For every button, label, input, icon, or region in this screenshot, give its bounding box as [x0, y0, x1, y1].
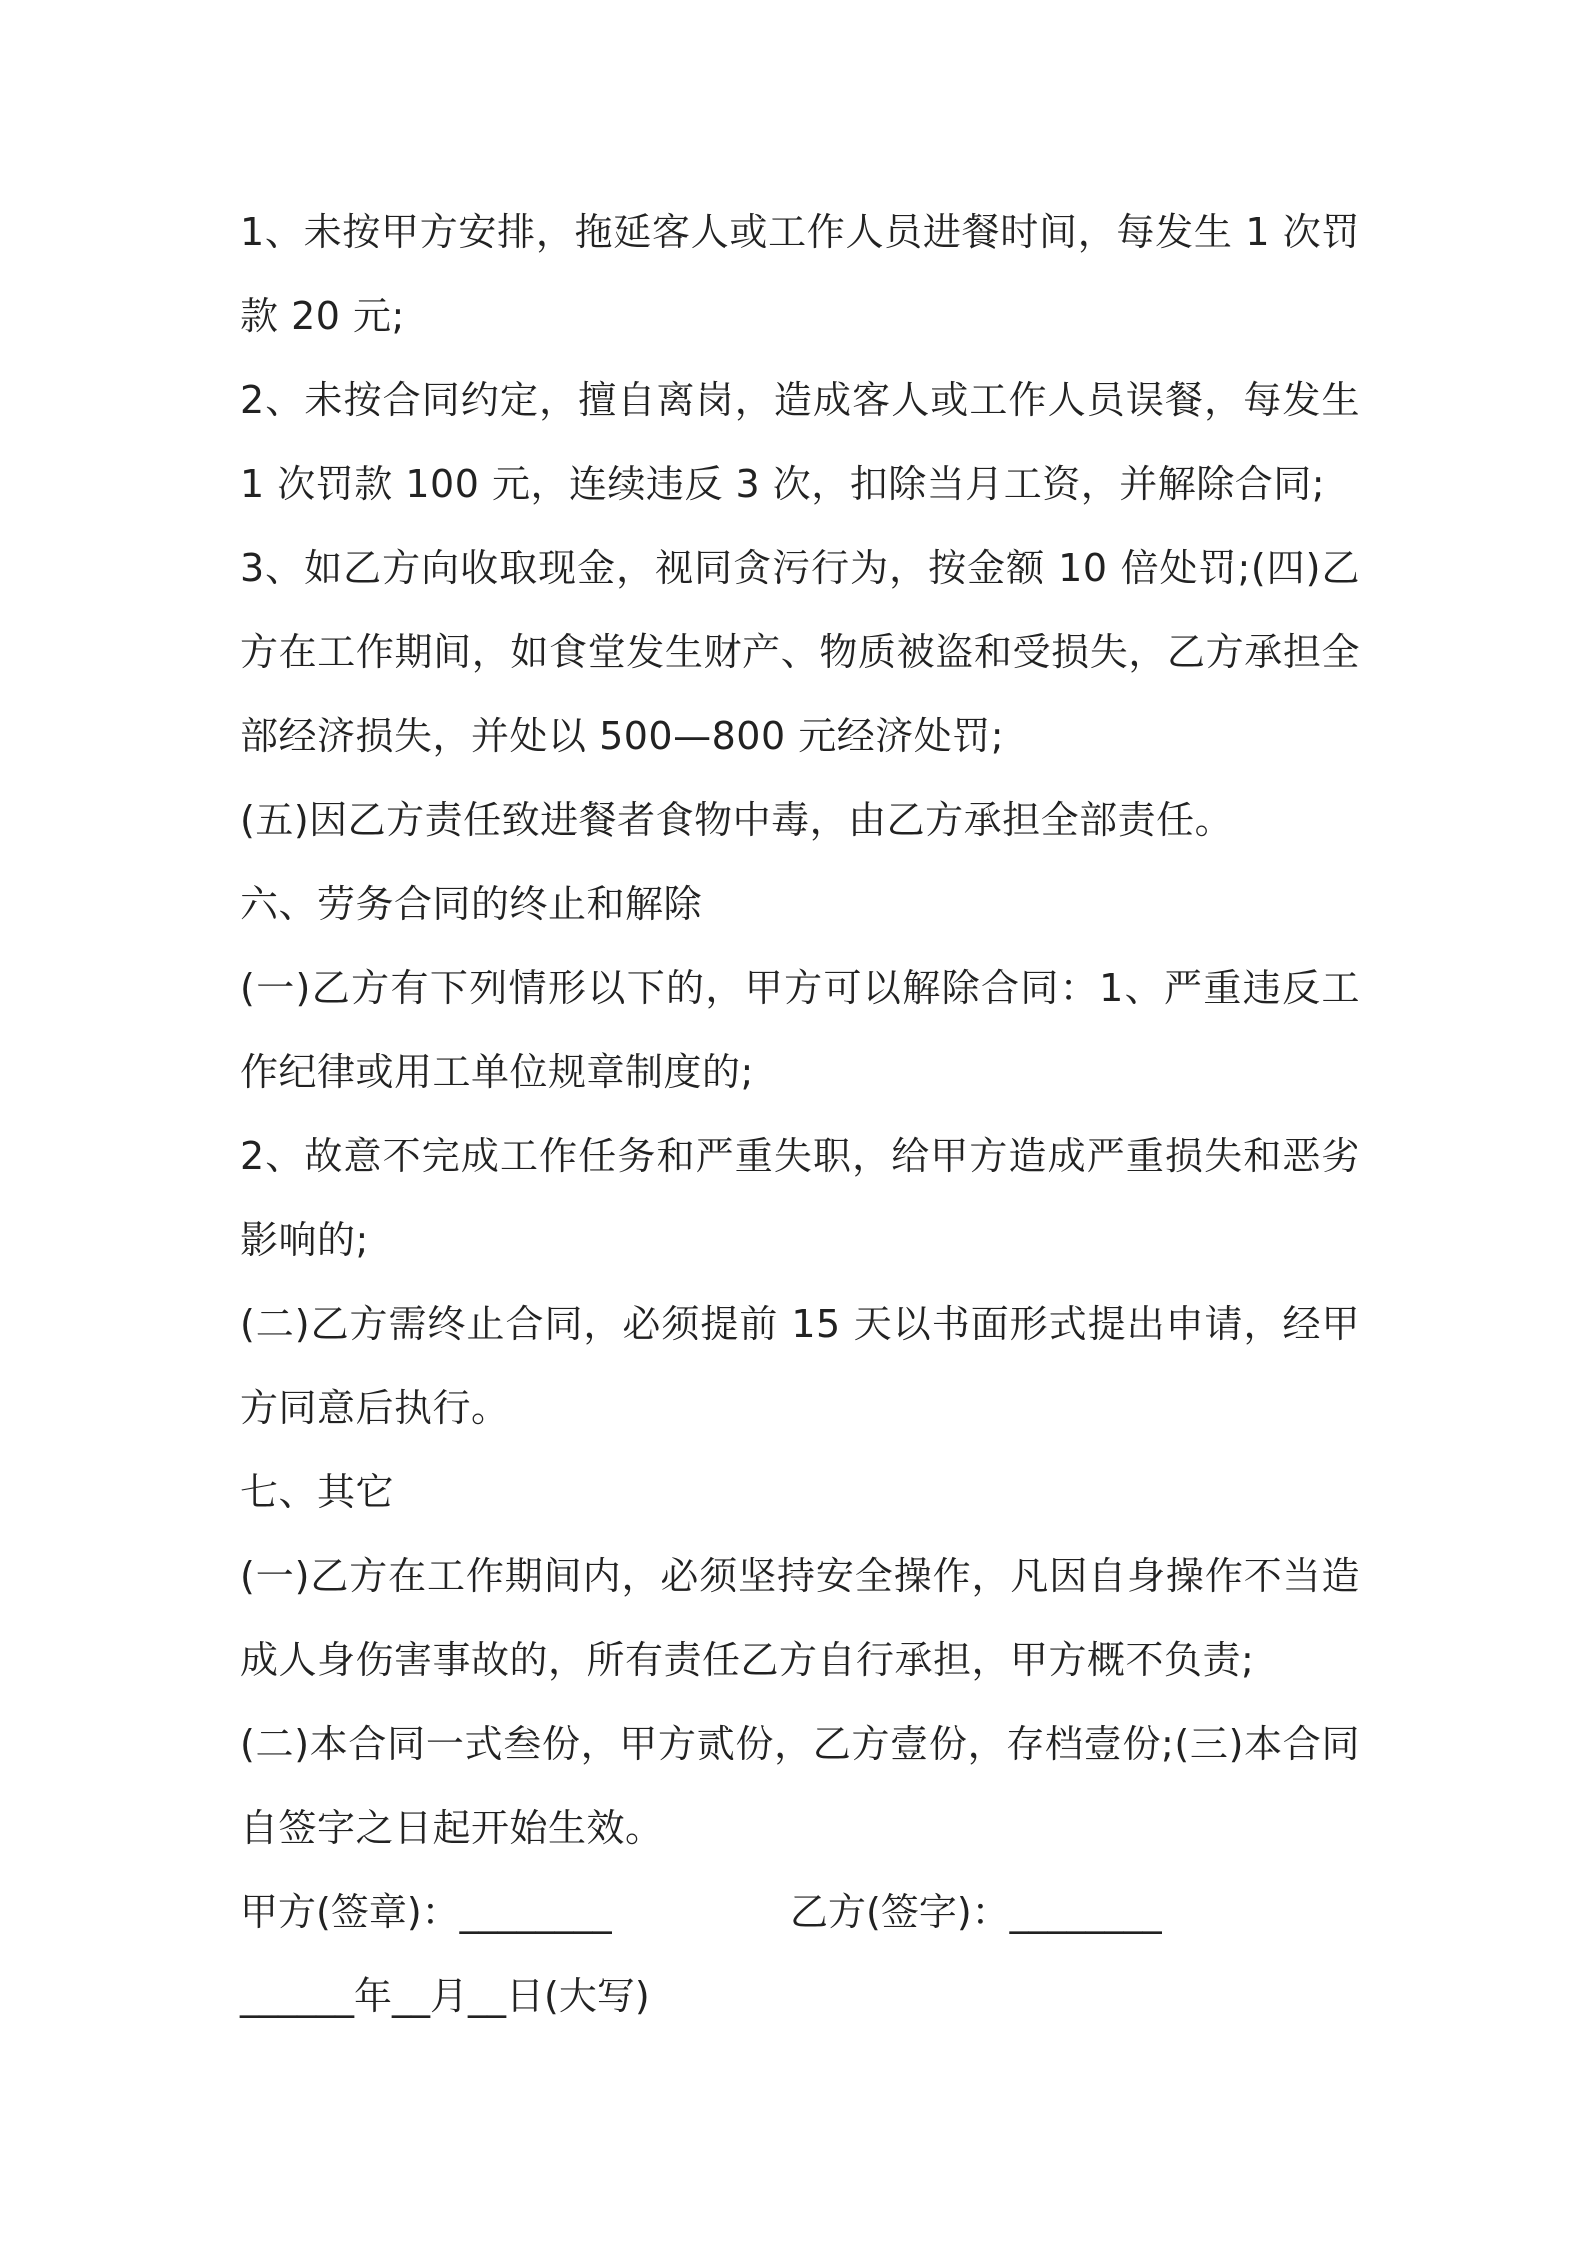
paragraph-penalty-1: 1、未按甲方安排，拖延客人或工作人员进餐时间，每发生 1 次罚款 20 元;	[240, 210, 1360, 338]
paragraph-food-poisoning: (五)因乙方责任致进餐者食物中毒，由乙方承担全部责任。	[240, 798, 1234, 842]
paragraph-termination-2: 2、故意不完成工作任务和严重失职，给甲方造成严重损失和恶劣影响的;	[240, 1134, 1360, 1262]
party-b-signature: 乙方(签字)：________	[790, 1890, 1162, 1934]
paragraph-safety: (一)乙方在工作期间内，必须坚持安全操作，凡因自身操作不当造成人身伤害事故的，所有责任乙方自行承担，甲方概不负责;	[240, 1554, 1360, 1682]
date-line: ______年__月__日(大写)	[240, 1974, 650, 2018]
section-heading-termination: 六、劳务合同的终止和解除	[240, 882, 703, 926]
paragraph-copies: (二)本合同一式叁份，甲方贰份，乙方壹份，存档壹份;(三)本合同自签字之日起开始生效。	[240, 1722, 1360, 1850]
paragraph-penalty-2: 2、未按合同约定，擅自离岗，造成客人或工作人员误餐，每发生 1 次罚款 100 元，连续违反 3 次，扣除当月工资，并解除合同;	[240, 378, 1360, 506]
party-a-signature: 甲方(签章)：________	[240, 1890, 612, 1934]
paragraph-termination-notice: (二)乙方需终止合同，必须提前 15 天以书面形式提出申请，经甲方同意后执行。	[240, 1302, 1360, 1430]
paragraph-termination-1: (一)乙方有下列情形以下的，甲方可以解除合同：1、严重违反工作纪律或用工单位规章制度的;	[240, 966, 1360, 1094]
contract-body	[240, 190, 1360, 2038]
signature-row	[240, 1870, 1360, 1954]
paragraph-penalty-3: 3、如乙方向收取现金，视同贪污行为，按金额 10 倍处罚;(四)乙方在工作期间，如食堂发生财产、物质被盗和受损失，乙方承担全部经济损失，并处以 500—800 元经济处罚;	[240, 546, 1360, 758]
section-heading-other: 七、其它	[240, 1470, 395, 1514]
